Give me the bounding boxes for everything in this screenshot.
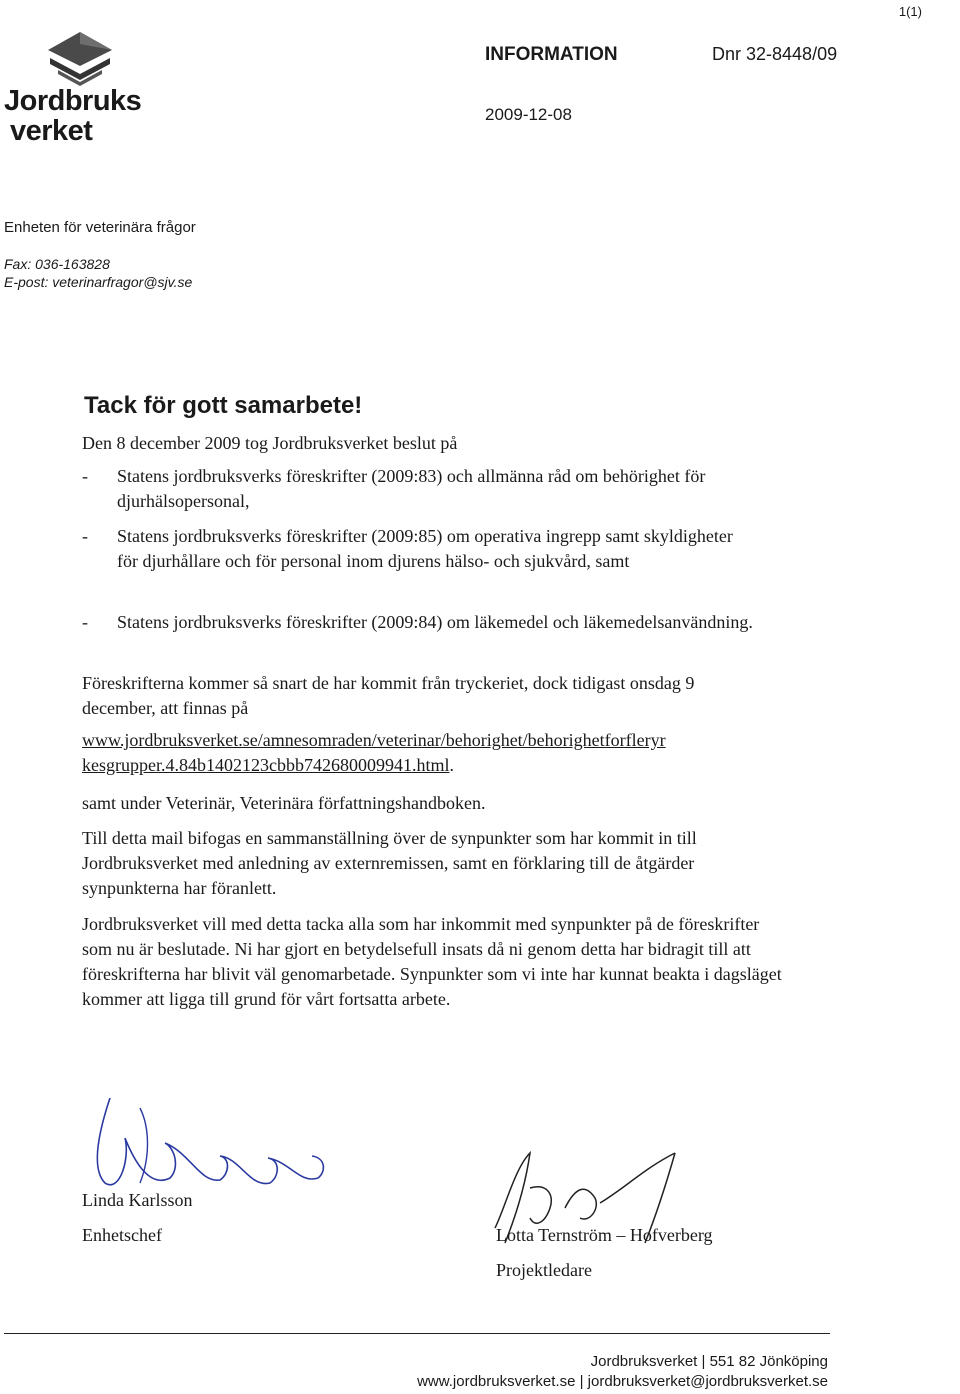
footer-contact[interactable]: www.jordbruksverket.se | jordbruksverket@jordbruksverket.se <box>417 1373 828 1390</box>
link-line1[interactable]: www.jordbruksverket.se/amnesomraden/veterinar/behorighet/behorighetforfleryr <box>82 730 666 750</box>
logo-text-line1: Jordbruks <box>4 85 142 117</box>
sender-fax: Fax: 036-163828 <box>4 256 110 272</box>
sender-unit: Enheten för veterinära frågor <box>4 219 196 236</box>
attachment-paragraph: Till detta mail bifogas en sammanställning över de synpunkter som har kommit in till Jordbruksverket med anledning av externremissen, samt en förklaring till de åtgärder synpunkterna har föranlett. <box>82 828 697 898</box>
list-item: - Statens jordbruksverks föreskrifter (2009:83) och allmänna råd om behörighet för djurhälsopersonal, <box>82 464 782 514</box>
logo-text-line2: verket <box>10 115 93 147</box>
logo <box>4 22 164 152</box>
page-number: 1(1) <box>898 4 922 19</box>
handbook-paragraph: samt under Veterinär, Veterinära författningshandboken. <box>82 793 486 813</box>
list-item: - Statens jordbruksverks föreskrifter (2009:85) om operativa ingrepp samt skyldigheter för djurhållare och för personal inom djurens hälso- och sjukvård, samt <box>82 524 782 599</box>
list-item: - Statens jordbruksverks föreskrifter (2009:84) om läkemedel och läkemedelsanvändning. <box>82 610 782 660</box>
signer1-title: Enhetschef <box>82 1225 162 1245</box>
link-line2[interactable]: kesgrupper.4.84b1402123cbbb742680009941.html <box>82 755 450 775</box>
list-item-text: Statens jordbruksverks föreskrifter (2009:85) om operativa ingrepp samt skyldigheter för djurhållare och för personal inom djurens hälso- och sjukvård, samt <box>117 526 733 571</box>
sender-email: E-post: veterinarfragor@sjv.se <box>4 274 193 290</box>
regulations-link[interactable] <box>82 728 802 778</box>
logo-diamond-icon <box>44 30 116 88</box>
footer-divider <box>4 1333 830 1334</box>
document-type: INFORMATION <box>485 44 618 65</box>
intro-paragraph: Den 8 december 2009 tog Jordbruksverket beslut på <box>82 433 458 453</box>
list-item-text: Statens jordbruksverks föreskrifter (2009:83) och allmänna råd om behörighet för djurhälsopersonal, <box>117 466 706 511</box>
footer-address: Jordbruksverket | 551 82 Jönköping <box>590 1353 828 1370</box>
link-period: . <box>449 755 454 775</box>
list-item-text: Statens jordbruksverks föreskrifter (2009:84) om läkemedel och läkemedelsanvändning. <box>117 612 753 632</box>
signer2-name: Lotta Ternström – Hofverberg <box>496 1225 713 1245</box>
signer1-name: Linda Karlsson <box>82 1190 193 1210</box>
signer2-title: Projektledare <box>496 1260 592 1280</box>
document-date: 2009-12-08 <box>485 105 572 124</box>
signature-linda-karlsson <box>80 1088 330 1198</box>
availability-paragraph: Föreskrifterna kommer så snart de har kommit från tryckeriet, dock tidigast onsdag 9 december, att finnas på <box>82 673 695 718</box>
letter-heading: Tack för gott samarbete! <box>84 392 363 419</box>
thanks-paragraph: Jordbruksverket vill med detta tacka alla som har inkommit med synpunkter på de föreskrifter som nu är beslutade. Ni har gjort en betydelsefull insats då ni genom detta har bidragit till att föreskrifterna har blivit väl genomarbetade. Synpunkter som vi inte har kunnat beakta i dagsläget kommer att ligga till grund för vårt fortsatta arbete. <box>82 914 782 1009</box>
reference-number: Dnr 32-8448/09 <box>712 44 838 64</box>
